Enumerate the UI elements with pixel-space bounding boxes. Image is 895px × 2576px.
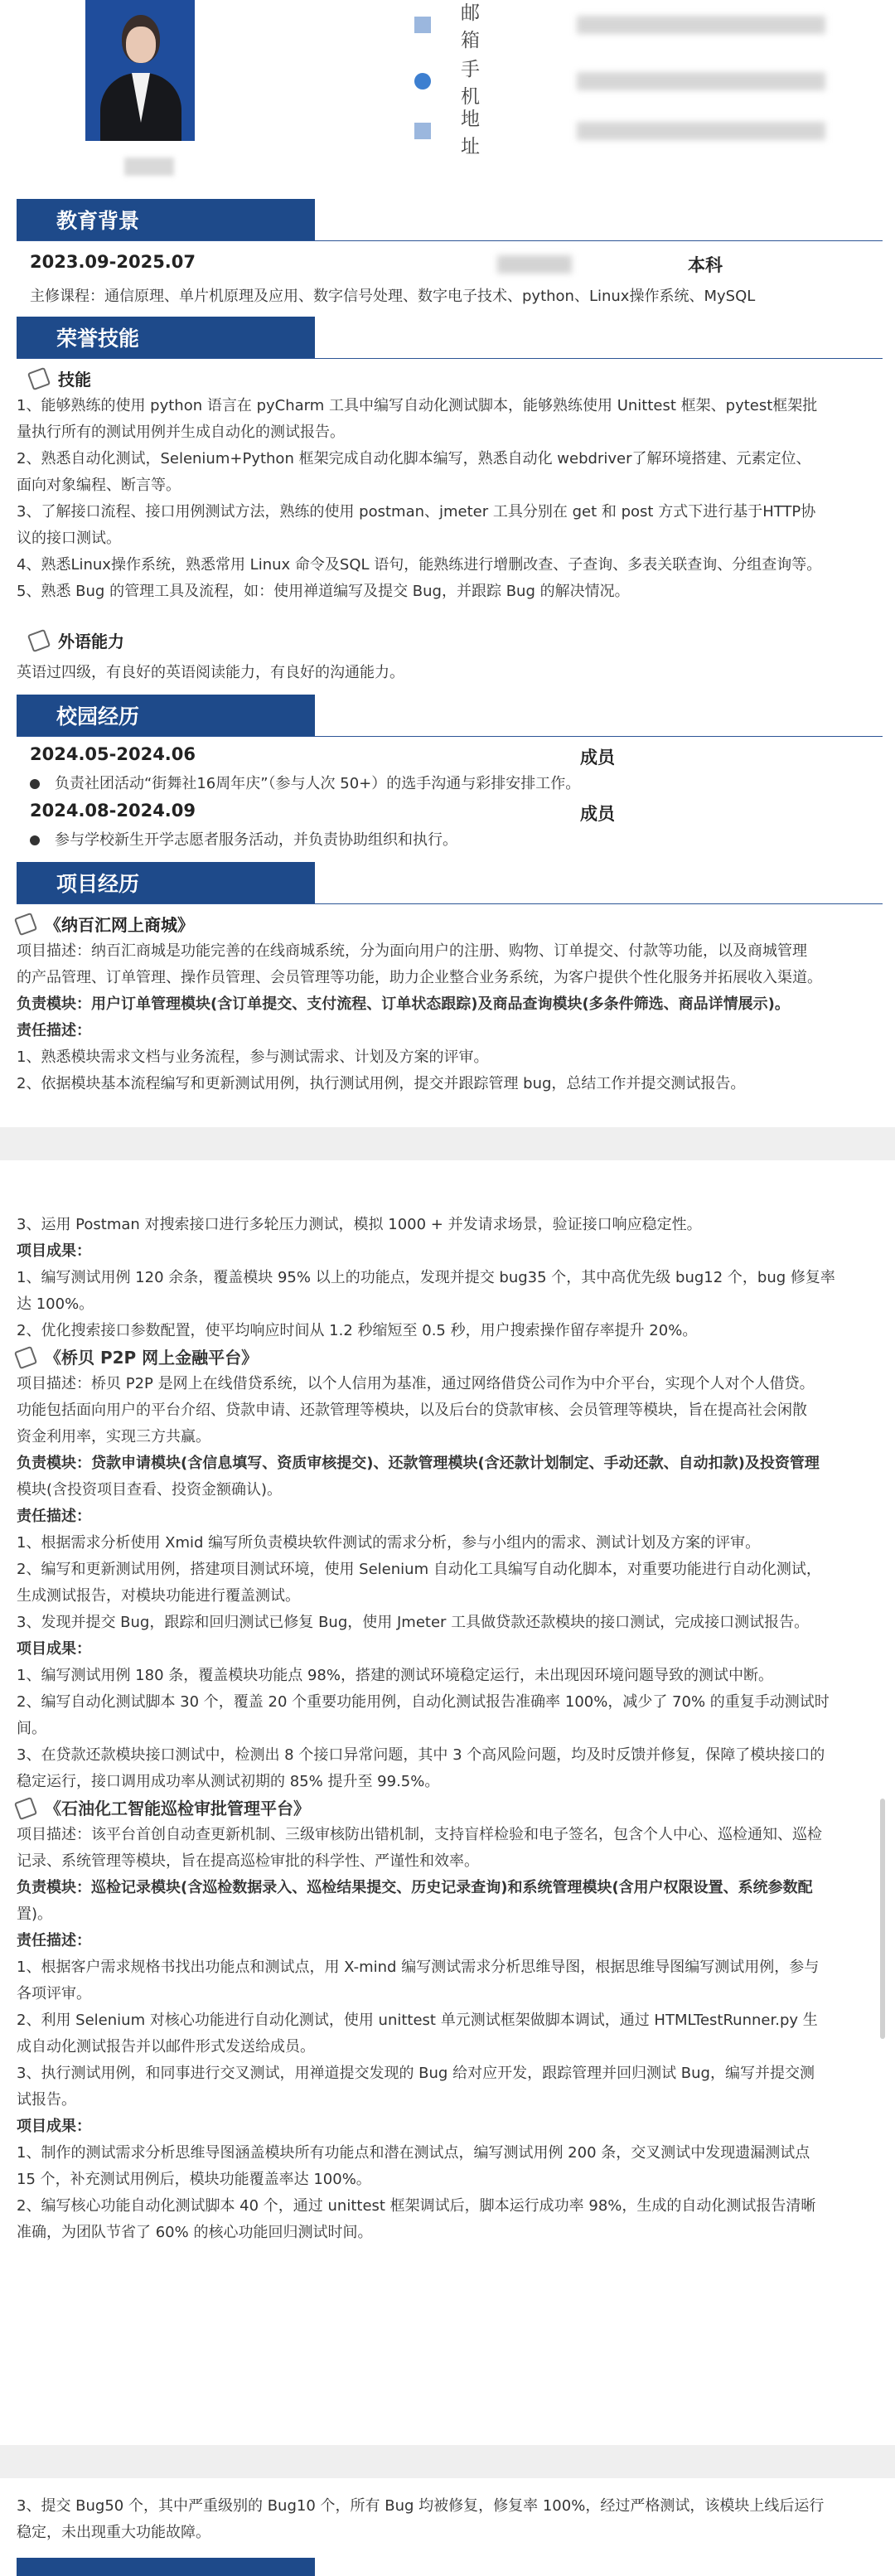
bullet-icon bbox=[30, 779, 40, 789]
section-education-header: 教育背景 bbox=[17, 199, 315, 240]
bullet-icon bbox=[30, 835, 40, 845]
campus-item-text: 参与学校新生开学志愿者服务活动，并负责协助组织和执行。 bbox=[30, 827, 895, 854]
profile-photo bbox=[85, 0, 195, 141]
education-courses: 主修课程：通信原理、单片机原理及应用、数字信号处理、数字电子技术、python、Linux操作系统、MySQL bbox=[30, 288, 756, 305]
pen-icon bbox=[14, 912, 37, 935]
resume-page-2: 3、运用 Postman 对搜索接口进行多轮压力测试，模拟 1000 + 并发请求场景，验证接口响应稳定性。 项目成果： 1、编写测试用例 120 余条，覆盖模块 95% 以上的功能点，发现并提交 bug35 个，其中高优先级 bug12 个，bug 修复率 达 100%。 2、优化搜索接口参数配置，使平均响应时间从 1.2 秒缩短至 0.5 秒，用户搜索操作留存率提升 20%。 《桥贝 P2P 网上金融平台》 项目描述：桥贝 P2P 是网上在线借贷系统，以个人信用为基准，通过网络借贷公司作为中介平台，实现个人对个人借贷。 功能包括面向用户的平台介绍、贷款申请、还款管理等模块，以及后台的贷款审核、会员管理等模块，旨在提高社会闲散 资金利用率，实现三方共赢。 负责模块：贷款申请模块(含信息填写、资质审核提交)、还款管理模块(含还款计划制定、手动还款、自动扣款)及投资管理 模块(含投资项目查看、投资金额确认)。 责任描述： 1、根据需求分析使用 Xmid 编写所负责模块软件测试的需求分析，参与小组内的需求、测试计划及方案的评审。 2、编写和更新测试用例，搭建项目测试环境，使用 Selenium 自动化工具编写自动化脚本，对重要功能进行自动化测试， 生成测试报告，对模块功能进行覆盖测试。 3、发现并提交 Bug，跟踪和回归测试已修复 Bug，使用 Jmeter 工具做贷款还款模块的接口测试，完成接口测试报告。 项目成果： 1、编写测试用例 180 条，覆盖模块功能点 98%，搭建的测试环境稳定运行，未出现因环境问题导致的测试中断。 2、编写自动化测试脚本 30 个，覆盖 20 个重要功能用例，自动化测试报告准确率 100%，减少了 70% 的重复手动测试时 间。 3、在贷款还款模块接口测试中，检测出 8 个接口异常问题，其中 3 个高风险问题，均及时反馈并修复，保障了模块接口的 稳定运行，接口调用成功率从测试初期的 85% 提升至 99.5%。 《石油化工智能巡检审批管理平台》 项目描述：该平台首创自动查更新机制、三级审核防出错机制，支持盲样检验和电子签名，包含个人中心、巡检通知、巡检 记录、系统管理等模块，旨在提高巡检审批的科学性、严谨性和效率。 负责模块：巡检记录模块(含巡检数据录入、巡检结果提交、历史记录查询)和系统管理模块(含用户权限设置、系统参数配 置)。 责任描述： 1、根据客户需求规格书找出功能点和测试点，用 X-mind 编写测试需求分析思维导图，根据思维导图编写测试用例，参与 各项评审。 2、利用 Selenium 对核心功能进行自动化测试，使用 unittest 单元测试框架做脚本调试，通过 HTMLTestRunner.py 生 成自动化测试报告并以邮件形式发送给成员。 3、执行测试用例，和同事进行交叉测试，用禅道提交发现的 Bug 给对应开发，跟踪管理并回归测试 Bug，编写并提交测 试报告。 项目成果： 1、制作的测试需求分析思维导图涵盖模块所有功能点和潜在测试点，编写测试用例 200 条，交叉测试中发现遗漏测试点 15 个，补充测试用例后，模块功能覆盖率达 100%。 2、编写核心功能自动化测试脚本 40 个，通过 unittest 框架调试后，脚本运行成功率 98%，生成的自动化测试报告清晰 准确，为团队节省了 60% 的核心功能回归测试时间。 bbox=[0, 1160, 895, 2445]
name-redacted bbox=[124, 157, 174, 176]
pen-icon bbox=[27, 628, 51, 651]
section-skills-header: 荣誉技能 bbox=[17, 317, 315, 358]
project-desc: 项目描述：纳百汇商城是功能完善的在线商城系统，分为面向用户的注册、购物、订单提交、付款等功能，以及商城管理 的产品管理、订单管理、操作员管理、会员管理等功能，助力企业整合业务系统，为客户提供个性化服务并拓展收入渠道。 负责模块：用户订单管理模块(含订单提交、支付流程、订单状态跟踪)及商品查询模块(多条件筛选、商品详情展示)。 责任描述： 1、熟悉模块需求文档与业务流程，参与测试需求、计划及方案的评审。 2、依据模块基本流程编写和更新测试用例，执行测试用例，提交并跟踪管理 bug，总结工作并提交测试报告。 bbox=[17, 942, 822, 1092]
campus-item-period: 2024.05-2024.06 bbox=[30, 744, 196, 764]
resume-page-3: 3、提交 Bug50 个，其中严重级别的 Bug10 个，所有 Bug 均被修复，修复率 100%，经过严格测试，该模块上线后运行 稳定，未出现重大功能故障。 bbox=[0, 2478, 895, 2576]
contact-address: 地 址 bbox=[414, 114, 825, 148]
campus-item-role: 成员 bbox=[580, 748, 615, 767]
campus-item-role: 成员 bbox=[580, 804, 615, 824]
pen-icon bbox=[14, 1797, 37, 1820]
campus-item-period: 2024.08-2024.09 bbox=[30, 801, 196, 821]
contact-phone: 手 机 bbox=[414, 65, 825, 98]
pen-icon bbox=[27, 366, 51, 390]
mail-icon bbox=[414, 17, 431, 33]
resume-page-1 bbox=[0, 0, 895, 1127]
project-title: 《纳百汇网上商城》 bbox=[17, 912, 194, 936]
project-title: 《桥贝 P2P 网上金融平台》 bbox=[17, 1344, 883, 1371]
skills-lang-title: 外语能力 bbox=[30, 628, 124, 652]
section-header-partial bbox=[17, 2558, 315, 2576]
section-campus-header: 校园经历 bbox=[17, 695, 315, 736]
skills-lang-text: 英语过四级，有良好的英语阅读能力，有良好的沟通能力。 bbox=[17, 664, 404, 681]
skills-tech-title: 技能 bbox=[30, 366, 91, 390]
education-degree: 本科 bbox=[688, 255, 723, 275]
campus-item-text: 负责社团活动“街舞社16周年庆”（参与人次 50+）的选手沟通与彩排安排工作。 bbox=[30, 771, 895, 797]
education-period: 2023.09-2025.07 bbox=[30, 252, 196, 272]
address-icon bbox=[414, 123, 431, 139]
contact-email: 邮 箱 bbox=[414, 8, 825, 41]
phone-icon bbox=[414, 73, 431, 90]
project-title: 《石油化工智能巡检审批管理平台》 bbox=[17, 1795, 883, 1822]
skills-tech-list: 1、能够熟练的使用 python 语言在 pyCharm 工具中编写自动化测试脚本，能够熟练使用 Unittest 框架、pytest框架批 量执行所有的测试用例并生成自动化的测试报告。 2、熟悉自动化测试，Selenium+Python 框架完成自动化脚本编写，熟悉自动化 webdriver了解环境搭建、元素定位、 面向对象编程、断言等。 3、了解接口流程、接口用例测试方法，熟练的使用 postman、jmeter 工具分别在 get 和 post 方式下进行基于HTTP协 议的接口测试。 4、熟悉Linux操作系统，熟悉常用 Linux 命令及SQL 语句，能熟练进行增删改查、子查询、多表关联查询、分组查询等。 5、熟悉 Bug 的管理工具及流程，如：使用禅道编写及提交 Bug，并跟踪 Bug 的解决情况。 bbox=[17, 397, 822, 600]
school-redacted bbox=[497, 255, 572, 274]
section-projects-header: 项目经历 bbox=[17, 862, 315, 903]
pen-icon bbox=[14, 1346, 37, 1369]
